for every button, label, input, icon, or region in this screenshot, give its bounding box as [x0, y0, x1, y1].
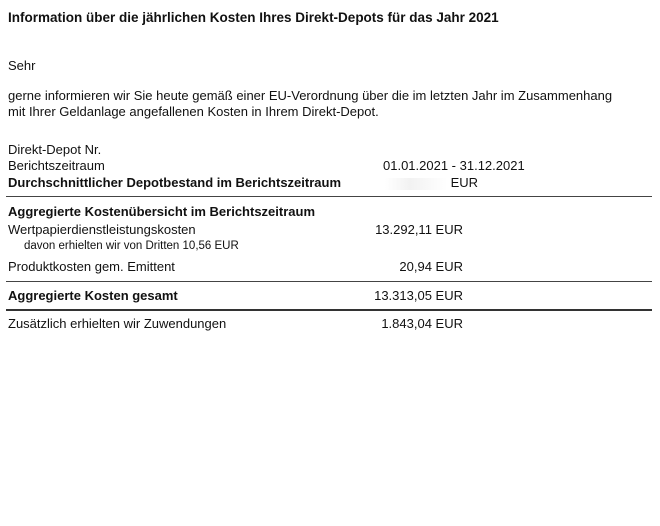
salutation: Sehr — [8, 58, 36, 73]
intro-line-1: gerne informieren wir Sie heute gemäß einer EU-Verordnung über die im letzten Jahr im Zusammenhang — [8, 88, 613, 103]
benefits-label: Zusätzlich erhielten wir Zuwendungen — [8, 316, 227, 331]
redacted-amount — [385, 178, 447, 190]
summary-header: Aggregierte Kostenübersicht im Berichtszeitraum — [8, 204, 316, 219]
total-costs-label: Aggregierte Kosten gesamt — [8, 288, 178, 303]
avg-holdings-value — [385, 175, 478, 190]
product-costs-value: 20,94 EUR — [399, 259, 463, 274]
third-party-note: davon erhielten wir von Dritten 10,56 EUR — [24, 240, 239, 252]
total-costs-value: 13.313,05 EUR — [374, 288, 463, 303]
securities-costs-label: Wertpapierdienstleistungskosten — [8, 222, 196, 237]
divider-1 — [6, 196, 652, 197]
divider-3 — [6, 309, 652, 311]
product-costs-label: Produktkosten gem. Emittent — [8, 259, 175, 274]
document-title: Information über die jährlichen Kosten Ihres Direkt-Depots für das Jahr 2021 — [8, 10, 499, 25]
period-label: Berichtszeitraum — [8, 158, 105, 173]
intro-line-2: mit Ihrer Geldanlage angefallenen Kosten in Ihrem Direkt-Depot. — [8, 104, 379, 119]
avg-holdings-currency: EUR — [450, 175, 479, 190]
period-value: 01.01.2021 - 31.12.2021 — [383, 158, 525, 173]
depot-number-label: Direkt-Depot Nr. — [8, 142, 102, 157]
divider-2 — [6, 281, 652, 282]
securities-costs-value: 13.292,11 EUR — [375, 222, 463, 237]
benefits-value: 1.843,04 EUR — [381, 316, 463, 331]
avg-holdings-label: Durchschnittlicher Depotbestand im Berichtszeitraum — [8, 175, 342, 190]
intro-paragraph — [8, 88, 612, 120]
